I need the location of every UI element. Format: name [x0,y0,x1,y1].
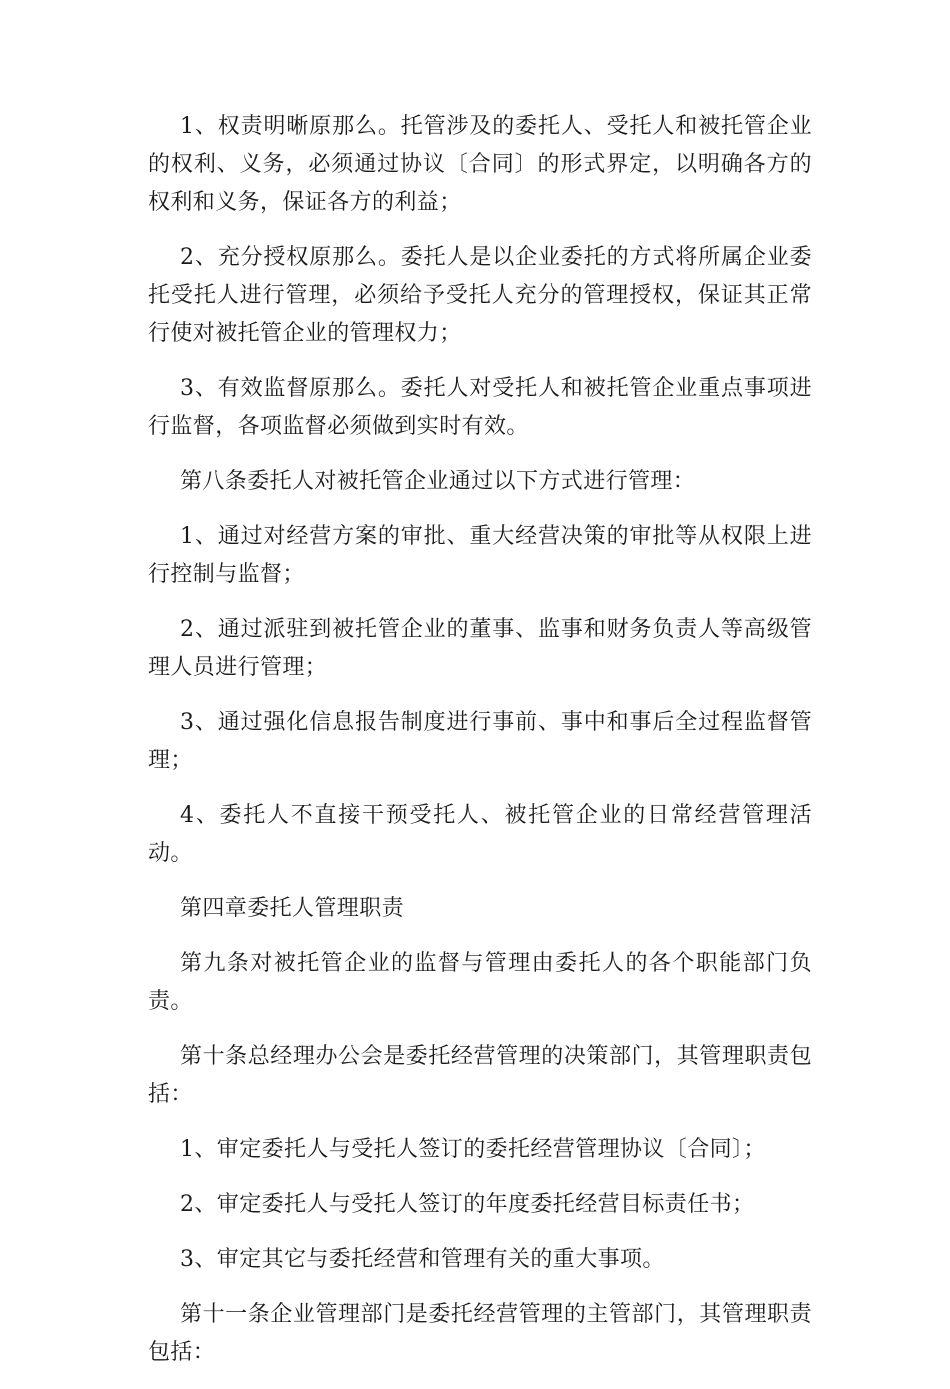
paragraph-article-10-item-1: 1、审定委托人与受托人签订的委托经营管理协议〔合同〕； [180,1137,766,1162]
chapter-heading: 第四章委托人管理职责 [180,896,405,921]
paragraph-principle-1: 1、权责明晰原那么。托管涉及的委托人、受托人和被托管企业的权利、义务，必须通过协议〔合同〕的形式界定，以明确各方的权利和义务，保证各方的利益； [148,114,812,215]
paragraph-principle-3: 3、有效监督原那么。委托人对受托人和被托管企业重点事项进行监督，各项监督必须做到实时有效。 [148,376,812,439]
paragraph-article-10-item-2: 2、审定委托人与受托人签订的年度委托经营目标责任书； [180,1192,755,1217]
paragraph-article-8-item-2: 2、通过派驻到被托管企业的董事、监事和财务负责人等高级管理人员进行管理； [148,617,812,680]
paragraph-article-8-item-3: 3、通过强化信息报告制度进行事前、事中和事后全过程监督管理； [148,710,812,773]
paragraph-article-9: 第九条对被托管企业的监督与管理由委托人的各个职能部门负责。 [148,951,812,1014]
paragraph-principle-2: 2、充分授权原那么。委托人是以企业委托的方式将所属企业委托受托人进行管理，必须给予受托人充分的管理授权，保证其正常行使对被托管企业的管理权力； [148,245,812,346]
paragraph-article-11: 第十一条企业管理部门是委托经营管理的主管部门，其管理职责包括： [148,1302,812,1365]
paragraph-article-8-item-4: 4、委托人不直接干预受托人、被托管企业的日常经营管理活动。 [148,803,812,866]
paragraph-article-8-item-1: 1、通过对经营方案的审批、重大经营决策的审批等从权限上进行控制与监督； [148,524,812,587]
paragraph-article-10: 第十条总经理办公会是委托经营管理的决策部门，其管理职责包括： [148,1044,812,1107]
document-body [148,108,812,1389]
paragraph-article-8: 第八条委托人对被托管企业通过以下方式进行管理： [180,469,696,494]
paragraph-article-10-item-3: 3、审定其它与委托经营和管理有关的重大事项。 [180,1247,665,1272]
